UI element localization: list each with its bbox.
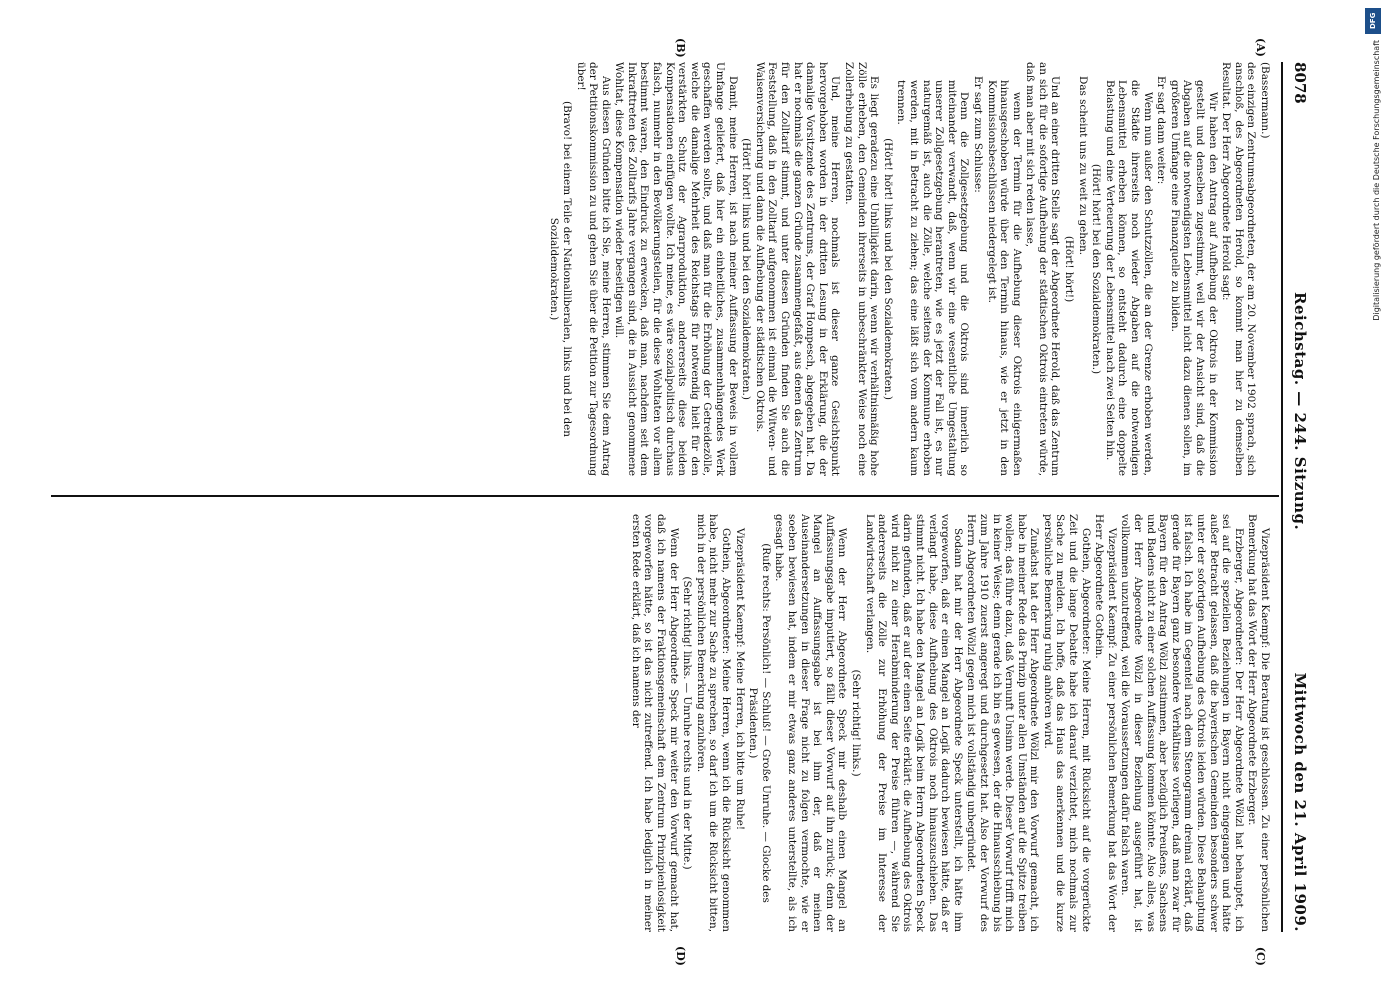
paragraph: (Sehr richtig! links.) <box>850 669 862 777</box>
paragraph: Damit, meine Herren, ist nach meiner Auffassung der Beweis in vollem Umfange geliefert, daß hier ein einheitliches, zusammenhängendes Werk geschaffen werden sollte, und daß man für die Erhöhung der Getreidezölle, welche die damalige Mehrheit des Reichstags für notwendig hielt für den verstärkten Schutz der Agrarproduktion, andererseits diese beiden Kompensationen einfügen wollte. Ich meine, es wäre sozialpolitisch durchaus falsch, nunmehr in den Bevölkerungsteilen, für die diese Wohltaten vor allem bestimmt waren, den Eindruck zu erwecken, daß man, nachdem seit dem Inkrafttreten des Zolltarifs Jahre vergangen sind, die in Aussicht genommene Wohltat, diese Kompensation wieder beseitigen will. <box>613 62 739 476</box>
paragraph: Es liegt geradezu eine Unbilligkeit darin, wenn wir verhältnismäßig hohe Zölle erheben, den Gemeinden ihrerseits in unbeschränkter Weise noch eine Zollerhebung zu gestatten. <box>843 62 881 476</box>
header-left-title: Reichstag. — 244. Sitzung. <box>1291 292 1309 531</box>
paragraph: Vizepräsident Kaempf: Meine Herren, ich bitte um Ruhe! <box>733 528 746 831</box>
paragraph: Er sagt zum Schlusse: <box>971 76 984 193</box>
paragraph: Wenn der Herr Abgeordnete Speck mir deshalb einen Mangel an Auffassungsgabe imputiert, so fällt dieser Vorwurf auf ihn zurück; denn der Mangel an Auffassungsgabe ist bei ihm der, daß er meinen Auseinandersetzungen in dieser Frage nicht zu folgen vermochte, wie er soeben bewiesen hat, indem er mir etwas ganz anderes unterstellte, als ich gesagt habe. <box>773 514 849 932</box>
paragraph: (Bassermann.) <box>1259 62 1271 139</box>
left-column <box>51 62 1271 476</box>
margin-mark-d: (D) <box>674 946 687 966</box>
paragraph: (Hört! hört! links und bei den Sozialdemokraten.) <box>740 138 753 400</box>
paragraph: Das scheint uns zu weit zu gehen. <box>1076 76 1089 256</box>
paragraph: (Hört! hört!) <box>1063 235 1076 303</box>
page-number: 8078 <box>1291 62 1309 104</box>
dfg-badge: DFG <box>1365 8 1381 34</box>
header-right-title: Mittwoch den 21. April 1909. <box>1291 672 1309 932</box>
page-content <box>51 38 1311 966</box>
paragraph: (Hört! hört! bei den Sozialdemokraten.) <box>1090 163 1103 375</box>
paragraph: Zunächst hat der Herr Abgeordnete Wölzl mir den Vorwurf gemacht, ich habe in meiner Rede das Prinzip unter allen Umständen auf die Spitze treiben wollen; das führe dazu, daß Vernunft Unsinn werde. Dieser Vorwurf trifft mich in keiner Weise; denn gerade ich bin es gewesen, der die Hinausschiebung bis zum Jahre 1910 zuerst angeregt und durchgesetzt hat. Also der Vorwurf des Herrn Abgeordneten Wölzl gegen mich ist vollständig unbegründet. <box>965 514 1041 932</box>
paragraph: (Bravo! bei einem Teile der Nationalliberalen, links und bei den Sozialdemokraten.) <box>548 101 573 437</box>
paragraph: Wenn der Herr Abgeordnete Speck mir weiter den Vorwurf gemacht hat, daß ich namens der Fraktionsgemeinschaft dem Zentrum Prinzipienlosigkeit vorgeworfen hätte, so ist das nicht zutreffend. Ich habe lediglich in meiner ersten Rede erklärt, daß ich namens der <box>629 514 680 932</box>
paragraph: (Rufe rechts: Persönlich! — Schluß! — Große Unruhe. — Glocke des Präsidenten.) <box>747 543 772 903</box>
paragraph: Denn die Zollgesetzgebung und die Oktrois sind innerlich so miteinander verwandt, daß, wenn wir eine wesentliche Umgestaltung unserer Zollgesetzgebung herantreten, wie es jetzt der Fall ist, es nur naturgemäß ist, auch die Zölle, welche seitens der Kommune erhoben werden, mit in Betracht zu ziehen; das eine läßt sich vom andern kaum trennen. <box>895 80 971 476</box>
paragraph: Gothein, Abgeordneter: Meine Herren, mit Rücksicht auf die vorgerückte Zeit und die lange Debatte habe ich darauf verzichtet, mich nochmals zur Sache zu melden. Ich hoffe, daß das Haus das anerkennen und die kurze persönliche Bemerkung ruhig anhören wird. <box>1041 514 1092 932</box>
margin-mark-b: (B) <box>674 38 687 58</box>
paragraph: Vizepräsident Kaempf: Die Beratung ist geschlossen. Zu einer persönlichen Bemerkung hat das Wort der Herr Abgeordnete Erzberger. <box>1246 514 1271 932</box>
paragraph: Er sagt dann weiter: <box>1155 76 1168 185</box>
digitization-note: Digitalisierung gefördert durch die Deutsche Forschungsgemeinschaft <box>1372 40 1381 321</box>
paragraph: (Hört! hört! links und bei den Sozialdemokraten.) <box>881 138 894 400</box>
right-column <box>51 514 1271 932</box>
paragraph: Wenn nun außer den Schutzzöllen, die an der Grenze erhoben werden, die Städte ihrerseits noch wieder Abgaben auf die notwendigen Lebensmittel erheben können, so entsteht dadurch eine doppelte Belastung und eine Verteuerung der Lebensmittel nach zwei Seiten hin. <box>1103 80 1154 476</box>
paragraph: Erzberger, Abgeordneter: Der Herr Abgeordnete Wölzl hat behauptet, ich sei auf die speziellen Beziehungen in Bayern nicht eingegangen und hätte außer Betracht gelassen, daß die bayerischen Gemeinden besonders schwer unter der sofortigen Aufhebung des Oktrois leiden würden. Diese Behauptung ist falsch. Ich habe im Gegenteil nach dem Stenogramm dreimal erklärt, daß gerade für Bayern ganz besondere Verhältnisse vorliegen, daß man zwar für Bayern für den Antrag Wölzl zustimmen, aber bezüglich Preußens, Sachsens und Badens nicht zu einer solchen Auffassung kommen könnte. Also alles, was der Herr Abgeordnete Wölzl in dieser Beziehung ausgeführt hat, ist vollkommen unzutreffend, weil die Voraussetzungen dafür falsch waren. <box>1119 514 1245 932</box>
column-divider <box>51 495 1279 497</box>
paragraph: Gothein, Abgeordneter: Meine Herren, wenn ich die Rücksicht genommen habe, nicht mehr zur Sache zu sprechen, so darf ich um die Rücksicht bitten, mich in der persönlichen Bemerkung anzuhören. <box>694 514 733 932</box>
running-header <box>1281 62 1311 932</box>
paragraph: Aus diesen Gründen bitte ich Sie, meine Herren, stimmen Sie dem Antrag der Petitionskommission zu und gehen Sie über die Petition zur Tagesordnung über! <box>574 62 612 476</box>
paragraph: Sodann hat mir der Herr Abgeordnete Speck unterstellt, ich hätte ihm vorgeworfen, daß er einen Mangel an Logik dadurch bewiesen hätte, daß er verlangt habe, diese Aufhebung des Oktrois noch hinauszuschieben. Das stimmt nicht. Ich habe den Mangel an Logik beim Herrn Abgeordneten Speck darin gefunden, daß er auf der einen Seite erklärt: die Aufhebung des Oktrois wird nicht zu einer Herabminderung der Preise führen —, während Sie andererseits die Zölle zur Erhöhung der Preise im Interesse der Landwirtschaft verlangen. <box>863 514 964 932</box>
margin-mark-a: (A) <box>1254 38 1267 57</box>
paragraph: Vizepräsident Kaempf: Zu einer persönlichen Bemerkung hat das Wort der Herr Abgeordnete Gothein. <box>1093 514 1118 932</box>
paragraph: Und, meine Herren, nochmals ist dieser ganze Gesichtspunkt hervorgehoben worden in der dritten Lesung in der Erklärung, die der damalige Vorsitzende des Zentrums, der Graf Hompesch, abgegeben hat. Da hat er nochmals die ganzen Gründe zusammengefaßt, aus denen das Zentrum für den Zolltarif stimmt, und unter diesen Gründen finden Sie auch die Feststellung, daß in den Zolltarif aufgenommen ist einmal die Witwen- und Waisenversicherung und dann die Aufhebung der städtischen Oktrois. <box>753 62 842 476</box>
paragraph: Wir haben den Antrag auf Aufhebung der Oktrois in der Kommission gestellt und denselben zugestimmt, weil wir der Ansicht sind, daß die Abgaben auf die notwendigsten Lebensmittel nicht dazu dienen sollen, im größeren Umfange eine Finanzquelle zu bilden. <box>1168 80 1219 476</box>
paragraph: wenn der Termin für die Aufhebung dieser Oktrois einigermaßen hinausgeschoben würde über den Termin hinaus, wie er jetzt in den Kommissionsbeschlüssen niedergelegt ist. <box>985 80 1023 476</box>
margin-mark-c: (C) <box>1254 946 1267 966</box>
paragraph: des einzigen Zentrumsabgeordneten, der am 20. November 1902 sprach, sich anschloß, des Abgeordneten Herold, so kommt man hier zu demselben Resultat. Der Herr Abgeordnete Herold sagt: <box>1220 62 1258 476</box>
paragraph: Und an einer dritten Stelle sagt der Abgeordnete Herold, daß das Zentrum an sich für die sofortige Aufhebung der städtischen Oktrois eintreten würde, daß man aber mit sich reden lasse, <box>1024 62 1062 476</box>
paragraph: (Sehr richtig! links. — Unruhe rechts und in der Mitte.) <box>681 576 694 870</box>
